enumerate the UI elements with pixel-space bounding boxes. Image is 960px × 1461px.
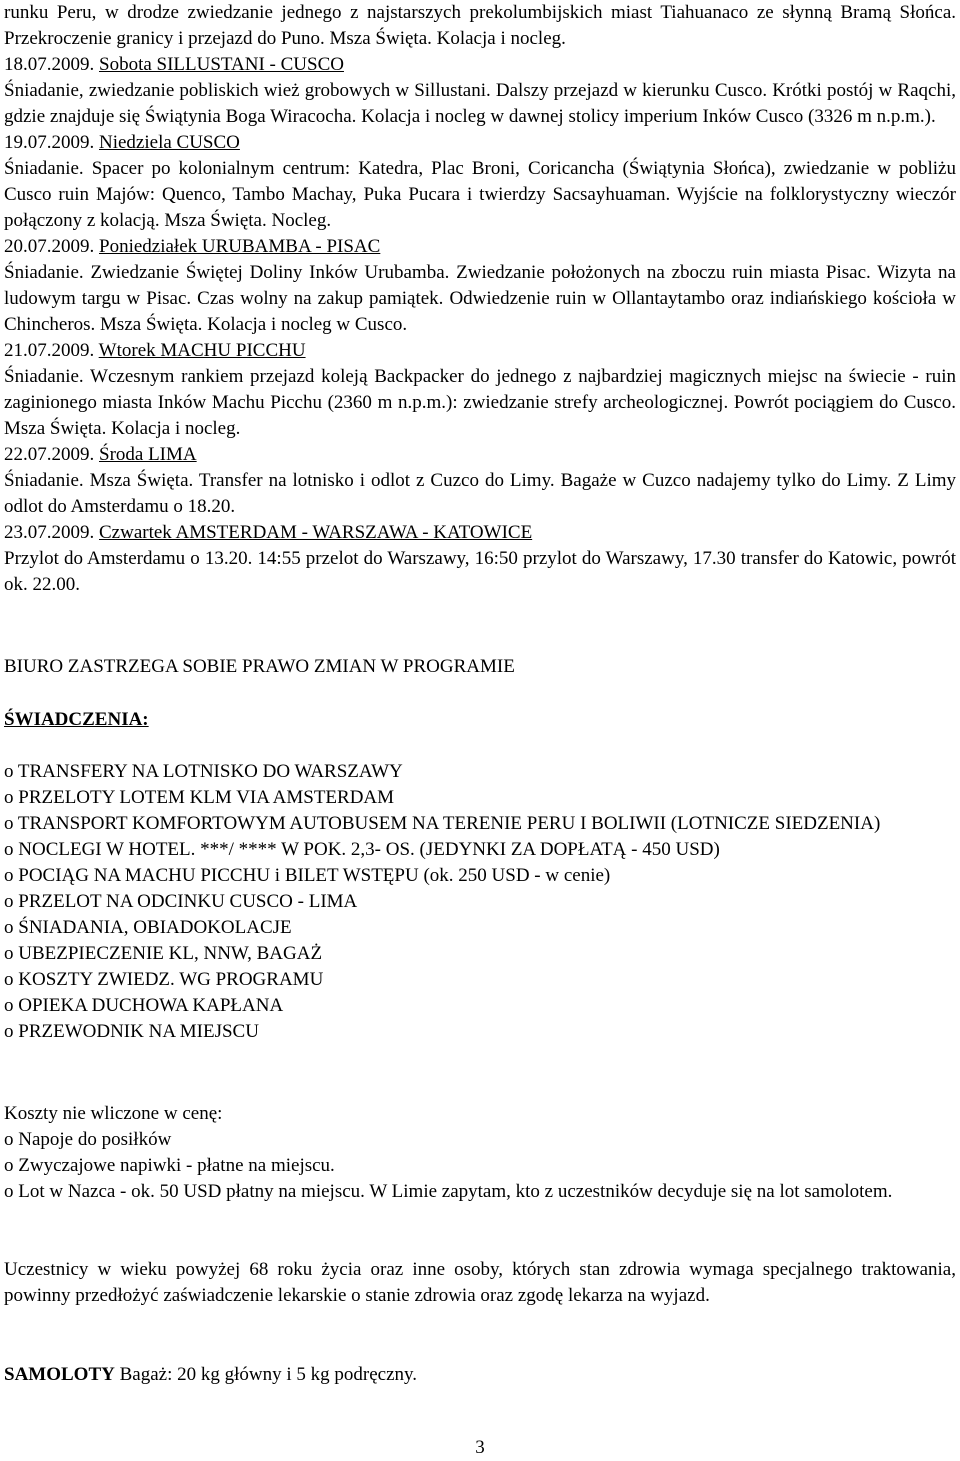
day-title: Wtorek MACHU PICCHU	[98, 340, 306, 361]
day-date: 18.07.2009.	[4, 54, 95, 75]
page-number: 3	[475, 1437, 485, 1458]
day-title: Czwartek AMSTERDAM - WARSZAWA - KATOWICE	[99, 522, 533, 543]
day-title: Niedziela CUSCO	[99, 132, 240, 153]
day-title: Środa LIMA	[99, 444, 197, 465]
day-title: Sobota SILLUSTANI - CUSCO	[99, 54, 344, 75]
day-description: Śniadanie. Zwiedzanie Świętej Doliny Inków Urubamba. Zwiedzanie położonych na zboczu ruin miasta Pisac. Wizyta na ludowym targu w Pisac. Czas wolny na zakup pamiątek. Odwiedzenie ruin w Ollantaytambo oraz indiańskiego kościoła w Chincheros. Msza Święta. Kolacja i nocleg w Cusco.	[4, 262, 956, 335]
program-change-notice: BIURO ZASTRZEGA SOBIE PRAWO ZMIAN W PROGRAMIE	[4, 656, 515, 677]
excluded-costs	[4, 1101, 956, 1205]
benefit-item: o UBEZPIECZENIE KL, NNW, BAGAŻ	[4, 943, 323, 964]
benefit-item: o PRZELOT NA ODCINKU CUSCO - LIMA	[4, 891, 358, 912]
day-heading	[4, 520, 956, 546]
day-date: 22.07.2009.	[4, 444, 95, 465]
excluded-costs-title: Koszty nie wliczone w cenę:	[4, 1103, 223, 1124]
benefit-item: o TRANSPORT KOMFORTOWYM AUTOBUSEM NA TERENIE PERU I BOLIWII (LOTNICZE SIEDZENIA)	[4, 813, 881, 834]
day-description: Przylot do Amsterdamu o 13.20. 14:55 przelot do Warszawy, 16:50 przylot do Warszawy, 17.30 transfer do Katowic, powrót ok. 22.00.	[4, 548, 956, 595]
benefit-item: o NOCLEGI W HOTEL. ***/ **** W POK. 2,3- OS. (JEDYNKI ZA DOPŁATĄ - 450 USD)	[4, 839, 720, 860]
benefit-item: o ŚNIADANIA, OBIADOKOLACJE	[4, 917, 292, 938]
luggage-info	[4, 1362, 956, 1388]
day-date: 23.07.2009.	[4, 522, 95, 543]
day-date: 21.07.2009.	[4, 340, 95, 361]
benefit-item: o KOSZTY ZWIEDZ. WG PROGRAMU	[4, 969, 324, 990]
benefit-item: o TRANSFERY NA LOTNISKO DO WARSZAWY	[4, 761, 403, 782]
day-description: Śniadanie. Msza Święta. Transfer na lotnisko i odlot z Cuzco do Limy. Bagaże w Cuzco nadajemy tylko do Limy. Z Limy odlot do Amsterdamu o 18.20.	[4, 470, 956, 517]
day-heading	[4, 52, 956, 78]
excluded-cost-item: o Napoje do posiłków	[4, 1129, 172, 1150]
day-description: Śniadanie. Spacer po kolonialnym centrum: Katedra, Plac Broni, Coricancha (Świątynia Słońca), zwiedzanie w pobliżu Cusco ruin Majów: Quenco, Tambo Machay, Puka Pucara i twierdzy Sacsayhuaman. Wyjście na folklorystyczny wieczór połączony z kolacją. Msza Święta. Nocleg.	[4, 158, 956, 231]
excluded-cost-item: o Zwyczajowe napiwki - płatne na miejscu.	[4, 1155, 335, 1176]
day-description: Śniadanie, zwiedzanie pobliskich wież grobowych w Sillustani. Dalszy przejazd w kierunku Cusco. Krótki postój w Raqchi, gdzie znajduje się Świątynia Boga Wiracocha. Kolacja i nocleg w dawnej stolicy imperium Inków Cusco (3326 m n.p.m.).	[4, 80, 956, 127]
day-title: Poniedziałek URUBAMBA - PISAC	[99, 236, 381, 257]
benefits-title: ŚWIADCZENIA:	[4, 709, 149, 730]
benefit-item: o PRZEWODNIK NA MIEJSCU	[4, 1021, 259, 1042]
day-heading	[4, 442, 956, 468]
day-heading	[4, 338, 956, 364]
benefits-list	[4, 759, 956, 1045]
itinerary-intro: runku Peru, w drodze zwiedzanie jednego z najstarszych prekolumbijskich miast Tiahuanaco ze słynną Bramą Słońca. Przekroczenie granicy i przejazd do Puno. Msza Święta. Kolacja i nocleg.	[4, 2, 956, 49]
day-description: Śniadanie. Wczesnym rankiem przejazd koleją Backpacker do jednego z najbardziej magicznych miejsc na świecie - ruin zaginionego miasta Inków Machu Picchu (2360 m n.p.m.): zwiedzanie strefy archeologicznej. Powrót pociągiem do Cusco. Msza Święta. Kolacja i nocleg.	[4, 366, 956, 439]
luggage-text: Bagaż: 20 kg główny i 5 kg podręczny.	[114, 1364, 418, 1385]
benefit-item: o PRZELOTY LOTEM KLM VIA AMSTERDAM	[4, 787, 395, 808]
excluded-cost-item: o Lot w Nazca - ok. 50 USD płatny na miejscu. W Limie zapytam, kto z uczestników decyduje się na lot samolotem.	[4, 1181, 893, 1202]
itinerary-section	[4, 0, 956, 598]
day-heading	[4, 130, 956, 156]
day-heading	[4, 234, 956, 260]
day-date: 20.07.2009.	[4, 236, 95, 257]
luggage-label: SAMOLOTY	[4, 1364, 115, 1385]
day-date: 19.07.2009.	[4, 132, 95, 153]
health-requirements: Uczestnicy w wieku powyżej 68 roku życia oraz inne osoby, których stan zdrowia wymaga specjalnego traktowania, powinny przedłożyć zaświadczenie lekarskie o stanie zdrowia oraz zgodę lekarza na wyjazd.	[4, 1259, 956, 1306]
benefit-item: o POCIĄG NA MACHU PICCHU i BILET WSTĘPU (ok. 250 USD - w cenie)	[4, 865, 611, 886]
benefit-item: o OPIEKA DUCHOWA KAPŁANA	[4, 995, 284, 1016]
